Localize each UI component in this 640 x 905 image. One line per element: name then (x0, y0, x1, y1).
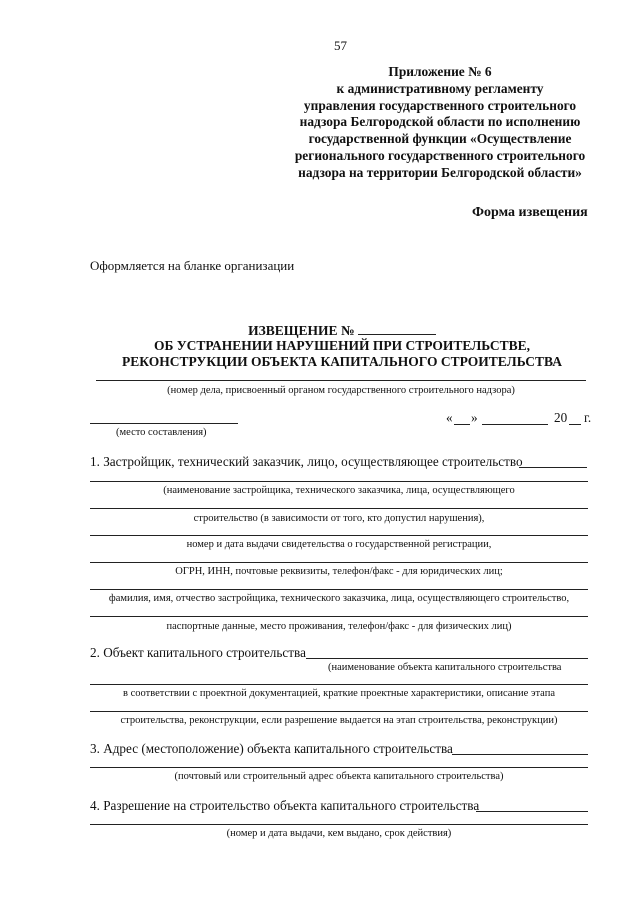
section1-field-3[interactable] (90, 535, 588, 536)
notice-title-line1 (90, 322, 594, 339)
section1-field-6[interactable] (90, 616, 588, 617)
date-open-quote: « (446, 410, 453, 425)
section3-caption: (почтовый или строительный адрес объекта капитального строительства) (174, 771, 504, 782)
notice-number-field[interactable] (358, 322, 436, 335)
section1-caption: строительство (в зависимости от того, кто допустил нарушения), (193, 513, 485, 524)
place-field[interactable] (90, 423, 238, 424)
date-year-suffix: г. (584, 410, 592, 425)
section1-label: 1. Застройщик, технический заказчик, лицо, осуществляющее строительство (90, 454, 523, 469)
section4-field-1[interactable] (90, 824, 588, 825)
section1-caption: фамилия, имя, отчество застройщика, технического заказчика, лица, осуществляющего строительство, (108, 593, 570, 604)
appendix-line: надзора Белгородской области по исполнению (299, 114, 581, 130)
section2-caption: (наименование объекта капитального строительства (328, 662, 562, 673)
date-year-field[interactable] (569, 424, 581, 425)
place-caption: (место составления) (116, 427, 207, 438)
section4-caption: (номер и дата выдачи, кем выдано, срок действия) (226, 828, 452, 839)
appendix-line: надзора на территории Белгородской области» (298, 164, 582, 180)
case-number-field[interactable] (96, 380, 586, 381)
blank-note: Оформляется на бланке организации (90, 258, 295, 273)
section3-field-0[interactable] (452, 754, 588, 755)
section3-field-1[interactable] (90, 767, 588, 768)
section2-field-1[interactable] (90, 684, 588, 685)
section1-field-1[interactable] (90, 481, 588, 482)
section1-field-5[interactable] (90, 589, 588, 590)
date-day-field[interactable] (454, 424, 470, 425)
form-title: Форма извещения (472, 205, 588, 220)
section1-caption: (наименование застройщика, технического заказчика, лица, осуществляющего (163, 485, 515, 496)
notice-title-line2: ОБ УСТРАНЕНИИ НАРУШЕНИЙ ПРИ СТРОИТЕЛЬСТВЕ, (153, 338, 531, 353)
date-close-quote: » (471, 410, 478, 425)
appendix-line: Приложение № 6 (388, 64, 492, 79)
section1-caption: паспортные данные, место проживания, телефон/факс - для физических лиц) (166, 621, 512, 632)
notice-title-line3: РЕКОНСТРУКЦИИ ОБЪЕКТА КАПИТАЛЬНОГО СТРОИТЕЛЬСТВА (122, 354, 562, 369)
section1-field-2[interactable] (90, 508, 588, 509)
section2-field-0[interactable] (306, 658, 588, 659)
notice-number-label: ИЗВЕЩЕНИЕ № (248, 323, 355, 338)
section1-field-4[interactable] (90, 562, 588, 563)
section2-caption: строительства, реконструкции, если разрешение выдается на этап строительства, реконструкции) (120, 715, 558, 726)
appendix-line: управления государственного строительного (303, 97, 577, 113)
page-number: 57 (334, 38, 347, 53)
section1-field-0[interactable] (519, 467, 587, 468)
appendix-line: регионального государственного строительного (294, 147, 586, 163)
section4-label: 4. Разрешение на строительство объекта капитального строительства (90, 798, 480, 813)
appendix-line: к административному регламенту (336, 80, 544, 96)
case-number-caption: (номер дела, присвоенный органом государственного строительного надзора) (167, 385, 515, 396)
section3-label: 3. Адрес (местоположение) объекта капитального строительства (90, 741, 453, 756)
date-month-field[interactable] (482, 424, 548, 425)
date-year-prefix: 20 (554, 410, 568, 425)
section2-field-2[interactable] (90, 711, 588, 712)
section4-field-0[interactable] (476, 811, 588, 812)
section1-caption: ОГРН, ИНН, почтовые реквизиты, телефон/факс - для юридических лиц; (175, 566, 503, 577)
section2-label: 2. Объект капитального строительства (90, 645, 306, 660)
section2-caption: в соответствии с проектной документацией, краткие проектные характеристики, описание этапа (123, 688, 555, 699)
section1-caption: номер и дата выдачи свидетельства о государственной регистрации, (186, 539, 492, 550)
appendix-line: государственной функции «Осуществление (308, 131, 572, 147)
appendix-header (270, 64, 610, 182)
